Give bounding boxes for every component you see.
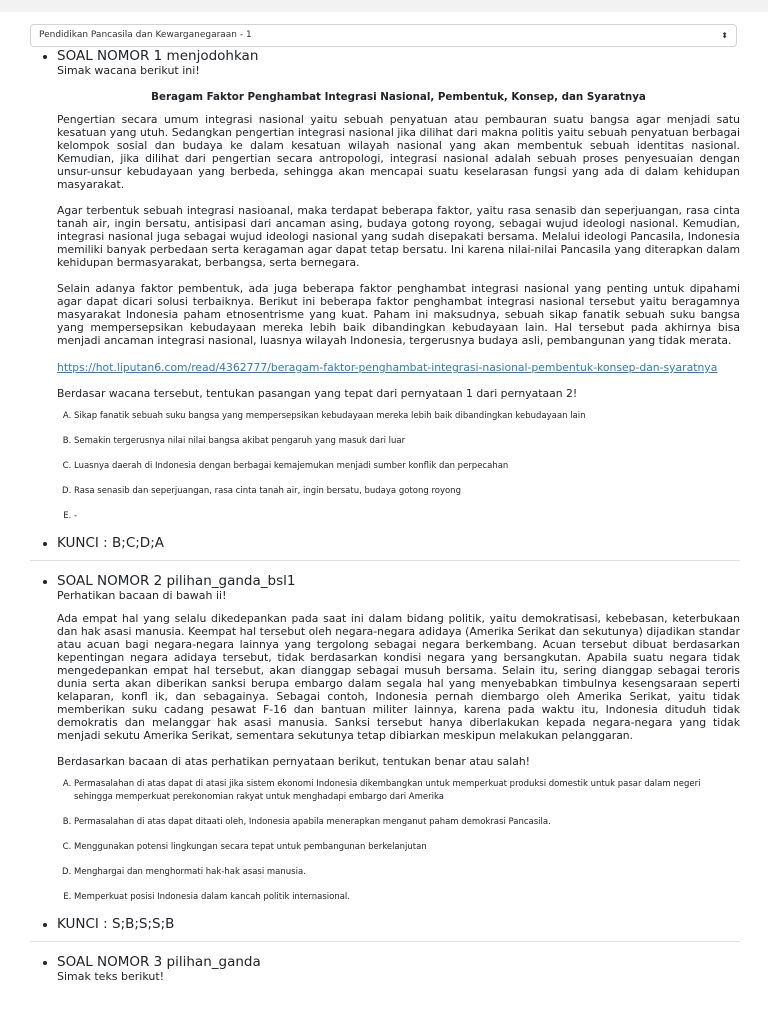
- answer-key-1: [57, 535, 740, 561]
- course-select[interactable]: [30, 24, 737, 47]
- option-e: E. -: [74, 510, 740, 523]
- divider: [30, 560, 740, 561]
- question-2-instruction: Berdasarkan bacaan di atas perhatikan pernyataan berikut, tentukan benar atau salah!: [57, 755, 530, 768]
- article-paragraph: Agar terbentuk sebuah integrasi nasioanal, maka terdapat beberapa faktor, yaitu rasa senasib dan seperjuangan, rasa cinta tanah air, ingin bersatu, antisipasi dari ancaman asing, budaya gotong royong, sebagai wujud ideologi nasional. Kemudian, integrasi nasional juga sebagai wujud ideologi nasional yang sudah disepakati bersama. Melalui ideologi Pancasila, Indonesia memiliki banyak perbedaan serta keragaman agar dapat tetap bersatu. Ini karena nilai-nilai Pancasila yang diterapkan dalam kehidupan bermasyarakat, berbangsa, serta bernegara.: [57, 204, 740, 269]
- divider: [30, 941, 740, 942]
- question-1: [57, 48, 740, 523]
- question-3-heading: • SOAL NOMOR 3 pilihan_ganda: [57, 954, 261, 970]
- article-paragraph: Pengertian secara umum integrasi nasional yaitu sebuah penyatuan atau pembauran suatu bangsa agar menjadi satu kesatuan yang utuh. Sedangkan pengertian integrasi nasional jika dilihat dari makna politis yaitu sebuah penyatuan berbagai kelompok sosial dan budaya ke dalam kesatuan wilayah nasional yang akan membentuk sebuah identitas nasional. Kemudian, jika dilihat dari pengertian secara antropologi, integrasi nasional adalah sebuah proses penyesuaian dengan unsur-unsur kebudayaan yang berbeda, sehingga akan mencapai suatu keselarasan fungsi yang ada di dalam kehidupan masyarakat.: [57, 113, 740, 191]
- answer-key-2-text: • KUNCI : S;B;S;S;B: [57, 916, 175, 932]
- article-paragraph: Selain adanya faktor pembentuk, ada juga beberapa faktor penghambat integrasi nasional yang penting untuk dipahami agar dapat dicari solusi terbaiknya. Berikut ini beberapa faktor penghambat integrasi nasional tersebut yaitu beragamnya masyarakat Indonesia paham etnosentrisme yang kuat. Paham ini maksudnya, sebuah sikap fanatik sebuah suku bangsa yang mempersepsikan kebudayaan mereka lebih baik dibandingkan kebudayaan lain. Hal tersebut pada akhirnya bisa menjadi ancaman integrasi nasional, luasnya wilayah Indonesia, tergerusnya budaya asli, pembangunan yang tidak merata.: [57, 282, 740, 347]
- question-2-options: [57, 778, 740, 904]
- question-1-options: [57, 410, 740, 523]
- option-d: D. Menghargai dan menghormati hak-hak asasi manusia.: [74, 866, 740, 879]
- question-1-instruction: Berdasar wacana tersebut, tentukan pasangan yang tepat dari pernyataan 1 dari pernyataan 2!: [57, 387, 578, 400]
- option-d: D. Rasa senasib dan seperjuangan, rasa cinta tanah air, ingin bersatu, budaya gotong royong: [74, 485, 740, 498]
- course-select-value: Pendidikan Pancasila dan Kewarganegaraan - 1: [39, 30, 252, 40]
- answer-key-1-text: • KUNCI : B;C;D;A: [57, 535, 164, 551]
- option-c: C. Menggunakan potensi lingkungan secara tepat untuk pembangunan berkelanjutan: [74, 841, 740, 854]
- top-band: [0, 0, 768, 12]
- question-1-heading: • SOAL NOMOR 1 menjodohkan: [57, 48, 259, 64]
- source-link[interactable]: https://hot.liputan6.com/read/4362777/beragam-faktor-penghambat-integrasi-nasional-pembentuk-konsep-dan-syaratnya: [57, 361, 718, 374]
- question-2-intro: Perhatikan bacaan di bawah ii!: [57, 589, 227, 602]
- article-title: Beragam Faktor Penghambat Integrasi Nasional, Pembentuk, Konsep, dan Syaratnya: [151, 91, 646, 103]
- question-content: [0, 48, 768, 984]
- question-1-intro: Simak wacana berikut ini!: [57, 64, 200, 77]
- option-e: E. Memperkuat posisi Indonesia dalam kancah politik internasional.: [74, 891, 740, 904]
- question-2-heading: • SOAL NOMOR 2 pilihan_ganda_bsl1: [57, 573, 296, 589]
- option-a: A. Sikap fanatik sebuah suku bangsa yang mempersepsikan kebudayaan mereka lebih baik dibandingkan kebudayaan lain: [74, 410, 740, 423]
- option-b: B. Permasalahan di atas dapat ditaati oleh, Indonesia apabila menerapkan menganut paham demokrasi Pancasila.: [74, 816, 740, 829]
- option-a: A. Permasalahan di atas dapat di atasi jika sistem ekonomi Indonesia dikembangkan untuk memperkuat produksi domestik untuk pasar dalam negeri sehingga memperkuat perekonomian rakyat untuk menghadapi embargo dari Amerika: [74, 778, 740, 804]
- question-list: [0, 48, 768, 984]
- select-caret-icon: ⬍: [721, 31, 728, 40]
- question-3-intro: Simak teks berikut!: [57, 970, 165, 983]
- option-c: C. Luasnya daerah di Indonesia dengan berbagai kemajemukan menjadi sumber konflik dan perpecahan: [74, 460, 740, 473]
- answer-key-2: [57, 916, 740, 942]
- question-2: [57, 573, 740, 904]
- question-2-passage: Ada empat hal yang selalu dikedepankan pada saat ini dalam bidang politik, yaitu demokratisasi, kebebasan, keterbukaan dan hak asasi manusia. Keempat hal tersebut oleh negara-negara adidaya (Amerika Serikat dan sekutunya) dijadikan standar atau acuan bagi negara-negara lainnya yang tergolong sebagai negara berkembang. Acuan tersebut dibuat berdasarkan kepentingan negara adidaya tersebut, tidak berdasarkan kondisi negara yang bersangkutan. Apabila suatu negara tidak mengedepankan empat hal tersebut, akan dianggap sebagai musuh bersama. Selain itu, sering dianggap sebagai teroris dunia serta akan diberikan sanksi berupa embargo dalam segala hal yang menyebabkan timbulnya kesengsaraan seperti kelaparan, konfl ik, dan sebagainya. Sebagai contoh, Indonesia pernah diembargo oleh Amerika Serikat, yaitu tidak memberikan suku cadang pesawat F-16 dan bantuan militer lainnya, karena pada waktu itu, Indonesia dituduh tidak demokratis dan melanggar hak asasi manusia. Sanksi tersebut hanya diberlakukan kepada negara-negara yang tidak menjadi sekutu Amerika Serikat, sementara sekutunya tetap dibiarkan meskipun melakukan pelanggaran.: [57, 612, 740, 742]
- question-3: [57, 954, 740, 984]
- option-b: B. Semakin tergerusnya nilai nilai bangsa akibat pengaruh yang masuk dari luar: [74, 435, 740, 448]
